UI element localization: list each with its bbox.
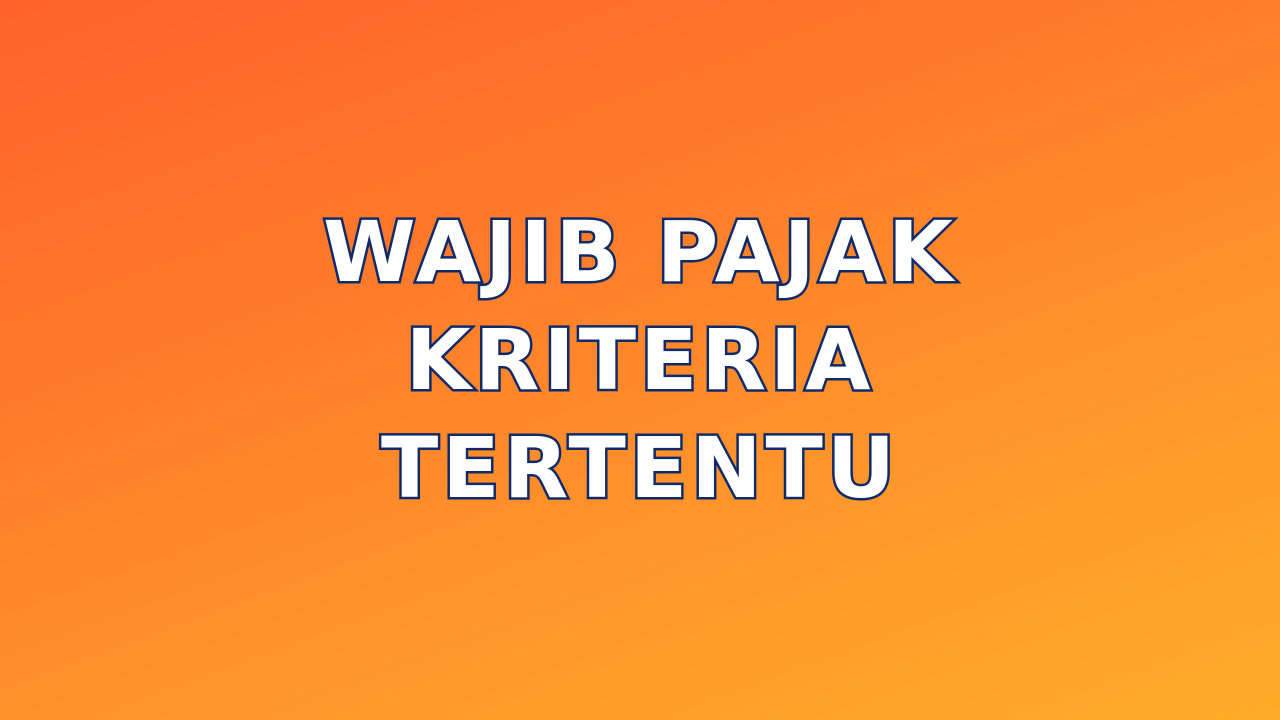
title-line-3: TERTENTU [380,419,900,517]
title-line-2: KRITERIA [405,311,875,409]
title-line-1: WAJIB PAJAK [323,203,957,301]
